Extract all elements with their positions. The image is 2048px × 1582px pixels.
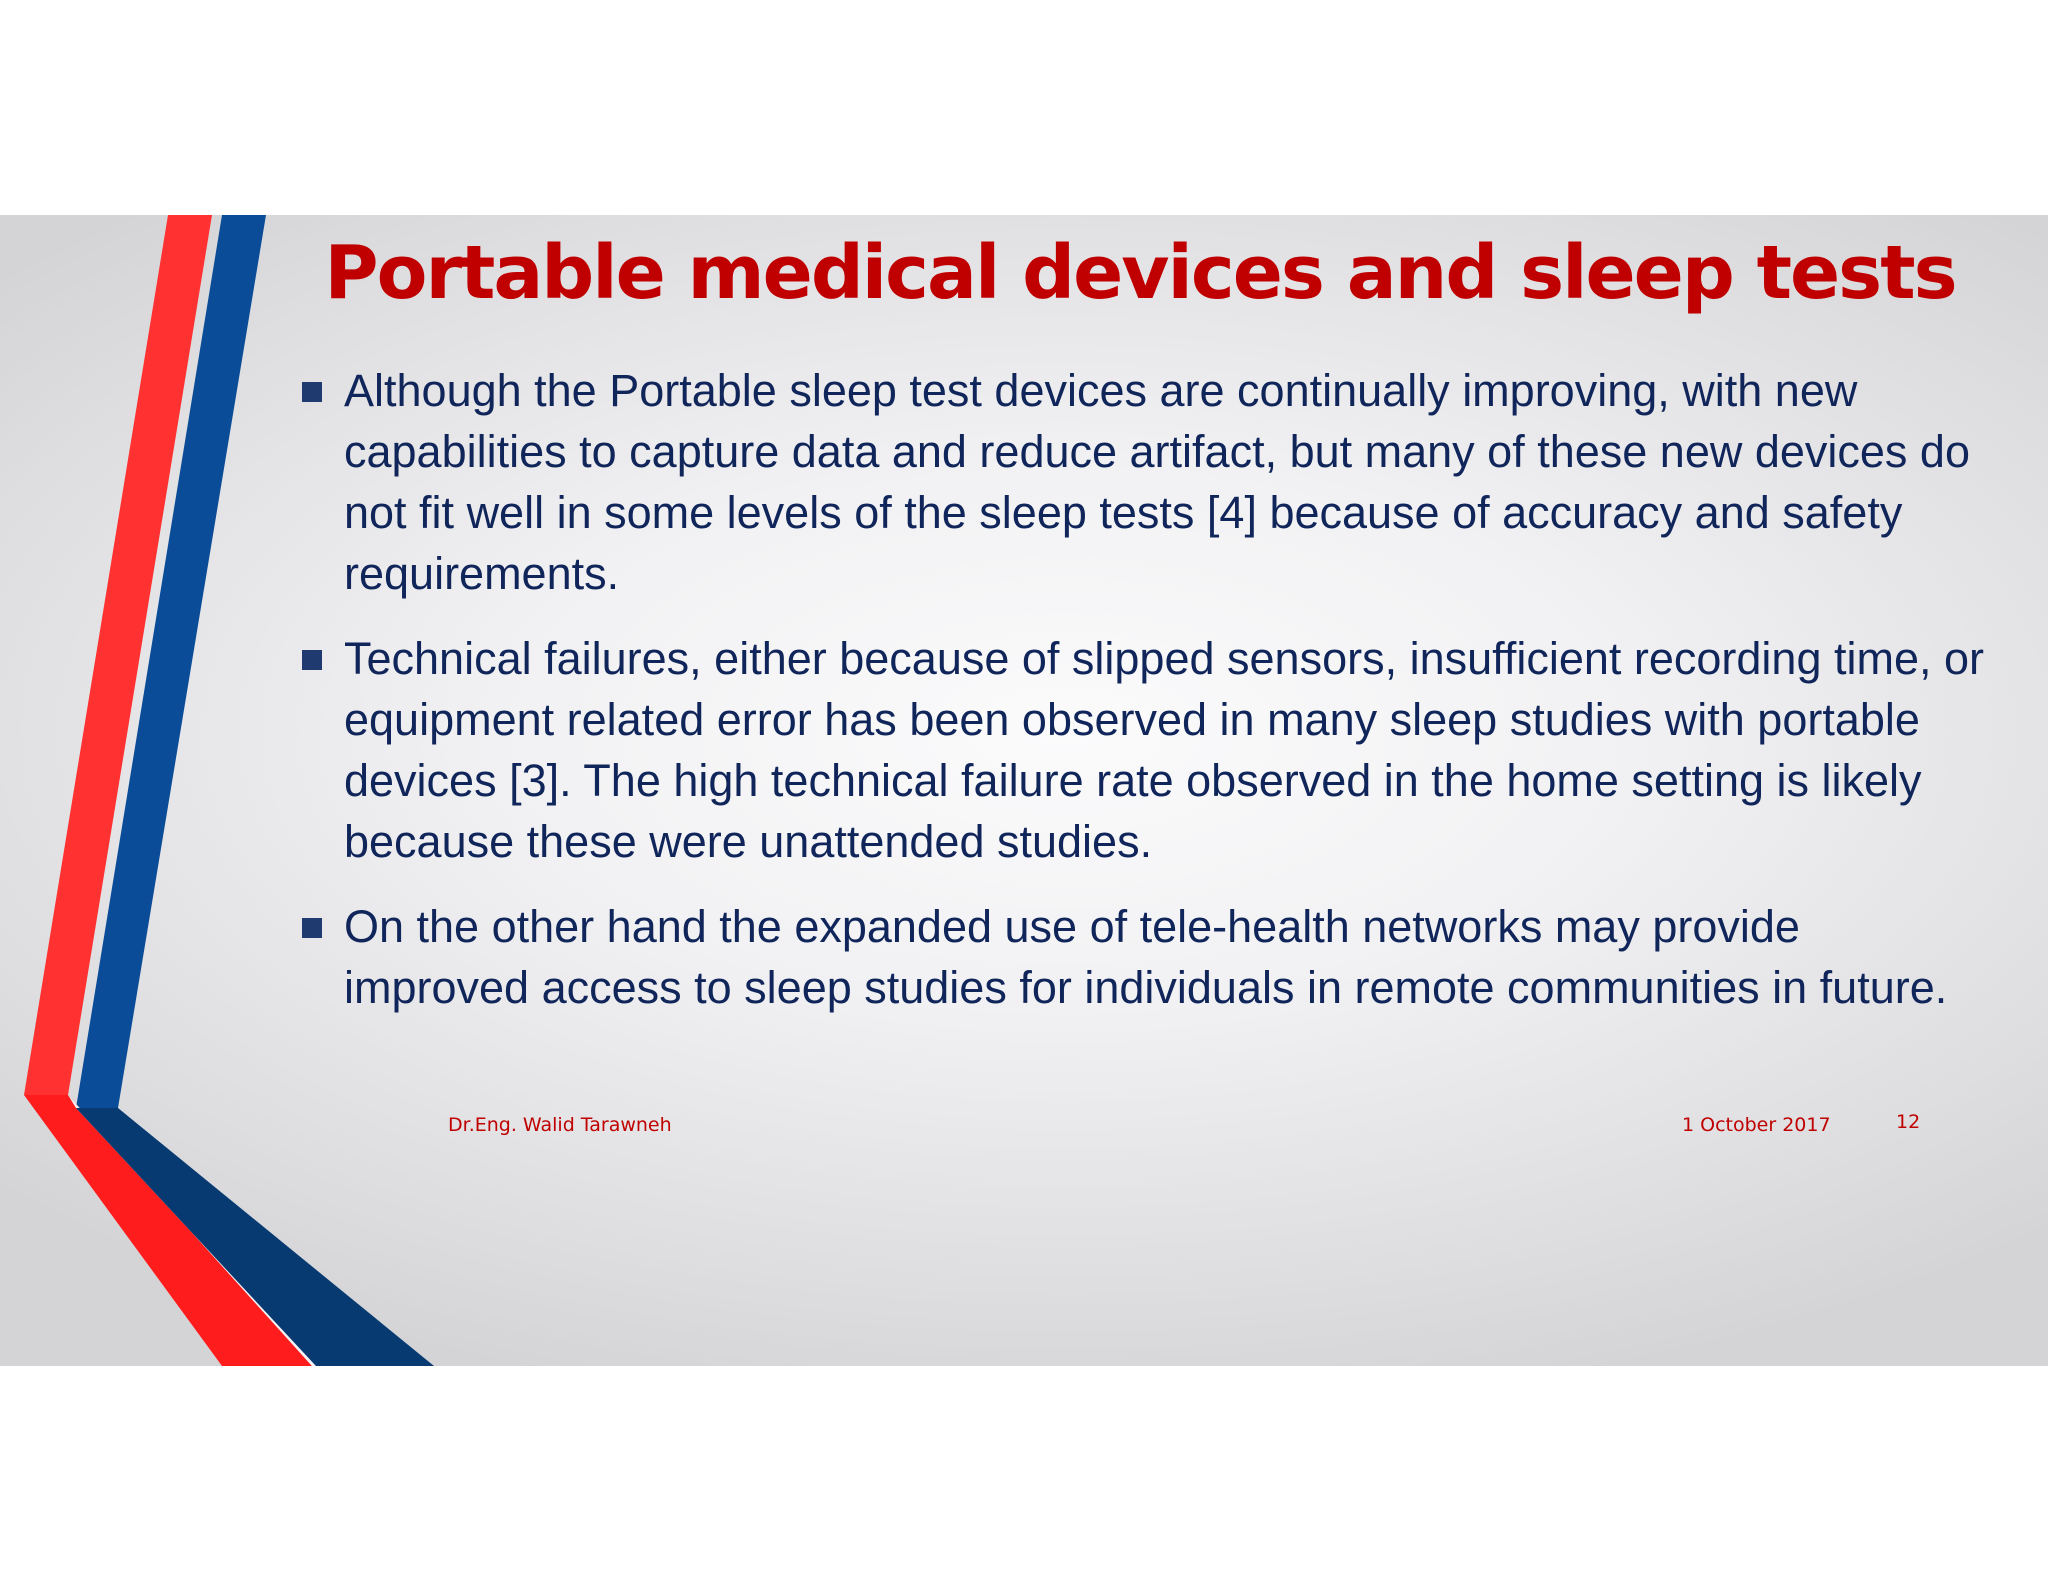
square-bullet-icon (302, 918, 322, 938)
bullet-list (300, 360, 1990, 1042)
footer-author: Dr.Eng. Walid Tarawneh (448, 1114, 672, 1136)
square-bullet-icon (302, 382, 322, 402)
bullet-item (300, 628, 1990, 872)
bullet-text: Although the Portable sleep test devices are continually improving, with new capabilities to capture data and reduce artifact, but many of these new devices do not fit well in some levels of the sleep tests [4] because of accuracy and safety requirements. (344, 365, 1970, 599)
slide-title: Portable medical devices and sleep tests (324, 230, 1956, 316)
bullet-text: On the other hand the expanded use of tele-health networks may provide improved access to sleep studies for individuals in remote communities in future. (344, 901, 1948, 1013)
red-stripe-diagonal (24, 1095, 312, 1366)
bullet-item (300, 360, 1990, 604)
bullet-item (300, 896, 1990, 1018)
bullet-text: Technical failures, either because of slipped sensors, insufficient recording time, or equipment related error has been observed in many sleep studies with portable devices [3]. The high technical failure rate observed in the home setting is likely because these were unattended studies. (344, 633, 1985, 867)
square-bullet-icon (302, 650, 322, 670)
slide-number: 12 (1896, 1111, 1921, 1133)
slide (0, 215, 2048, 1366)
footer-date: 1 October 2017 (1682, 1114, 1831, 1136)
